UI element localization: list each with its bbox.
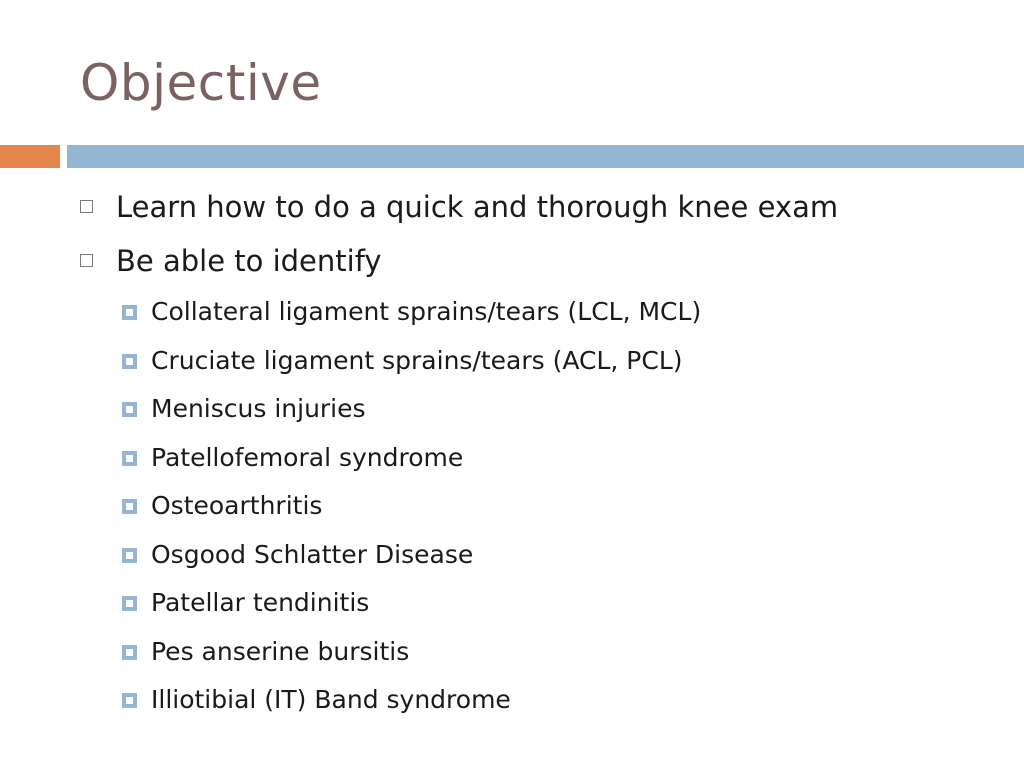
square-bullet-icon [122, 693, 137, 708]
sub-bullet-text: Meniscus injuries [151, 394, 366, 423]
accent-bar-blue [67, 145, 1024, 168]
sub-bullet-cruciate-ligament [0, 337, 1024, 386]
sub-bullet-meniscus [0, 385, 1024, 434]
bullet-learn-knee-exam [0, 180, 1024, 234]
sub-bullet-collateral-ligament [0, 288, 1024, 337]
sub-bullet-osteoarthritis [0, 482, 1024, 531]
slide-title: Objective [80, 54, 322, 112]
sub-bullet-text: Illiotibial (IT) Band syndrome [151, 685, 511, 714]
bullet-text: Be able to identify [116, 244, 382, 278]
square-bullet-icon [122, 354, 137, 369]
hollow-square-bullet-icon [80, 200, 93, 213]
sub-bullet-osgood-schlatter [0, 531, 1024, 580]
sub-bullet-it-band [0, 676, 1024, 725]
sub-bullet-text: Pes anserine bursitis [151, 636, 410, 666]
square-bullet-icon [122, 548, 137, 563]
bullet-text: Learn how to do a quick and thorough knee exam [116, 190, 839, 224]
sub-bullet-text: Collateral ligament sprains/tears (LCL, MCL) [151, 297, 702, 326]
sub-bullet-pes-anserine [0, 628, 1024, 677]
sub-bullet-patellofemoral [0, 434, 1024, 483]
sub-bullet-patellar-tendinitis [0, 579, 1024, 628]
square-bullet-icon [122, 596, 137, 611]
sub-bullet-text: Patellofemoral syndrome [151, 442, 464, 472]
sub-bullet-text: Cruciate ligament sprains/tears (ACL, PCL) [151, 345, 683, 375]
sub-bullet-text: Patellar tendinitis [151, 588, 370, 617]
bullet-be-able-to-identify [0, 234, 1024, 288]
square-bullet-icon [122, 451, 137, 466]
sub-bullet-text: Osteoarthritis [151, 491, 323, 520]
bullet-list [0, 180, 1024, 725]
square-bullet-icon [122, 499, 137, 514]
square-bullet-icon [122, 402, 137, 417]
accent-bar-orange [0, 145, 60, 168]
sub-bullet-text: Osgood Schlatter Disease [151, 539, 474, 569]
square-bullet-icon [122, 305, 137, 320]
hollow-square-bullet-icon [80, 254, 93, 267]
square-bullet-icon [122, 645, 137, 660]
